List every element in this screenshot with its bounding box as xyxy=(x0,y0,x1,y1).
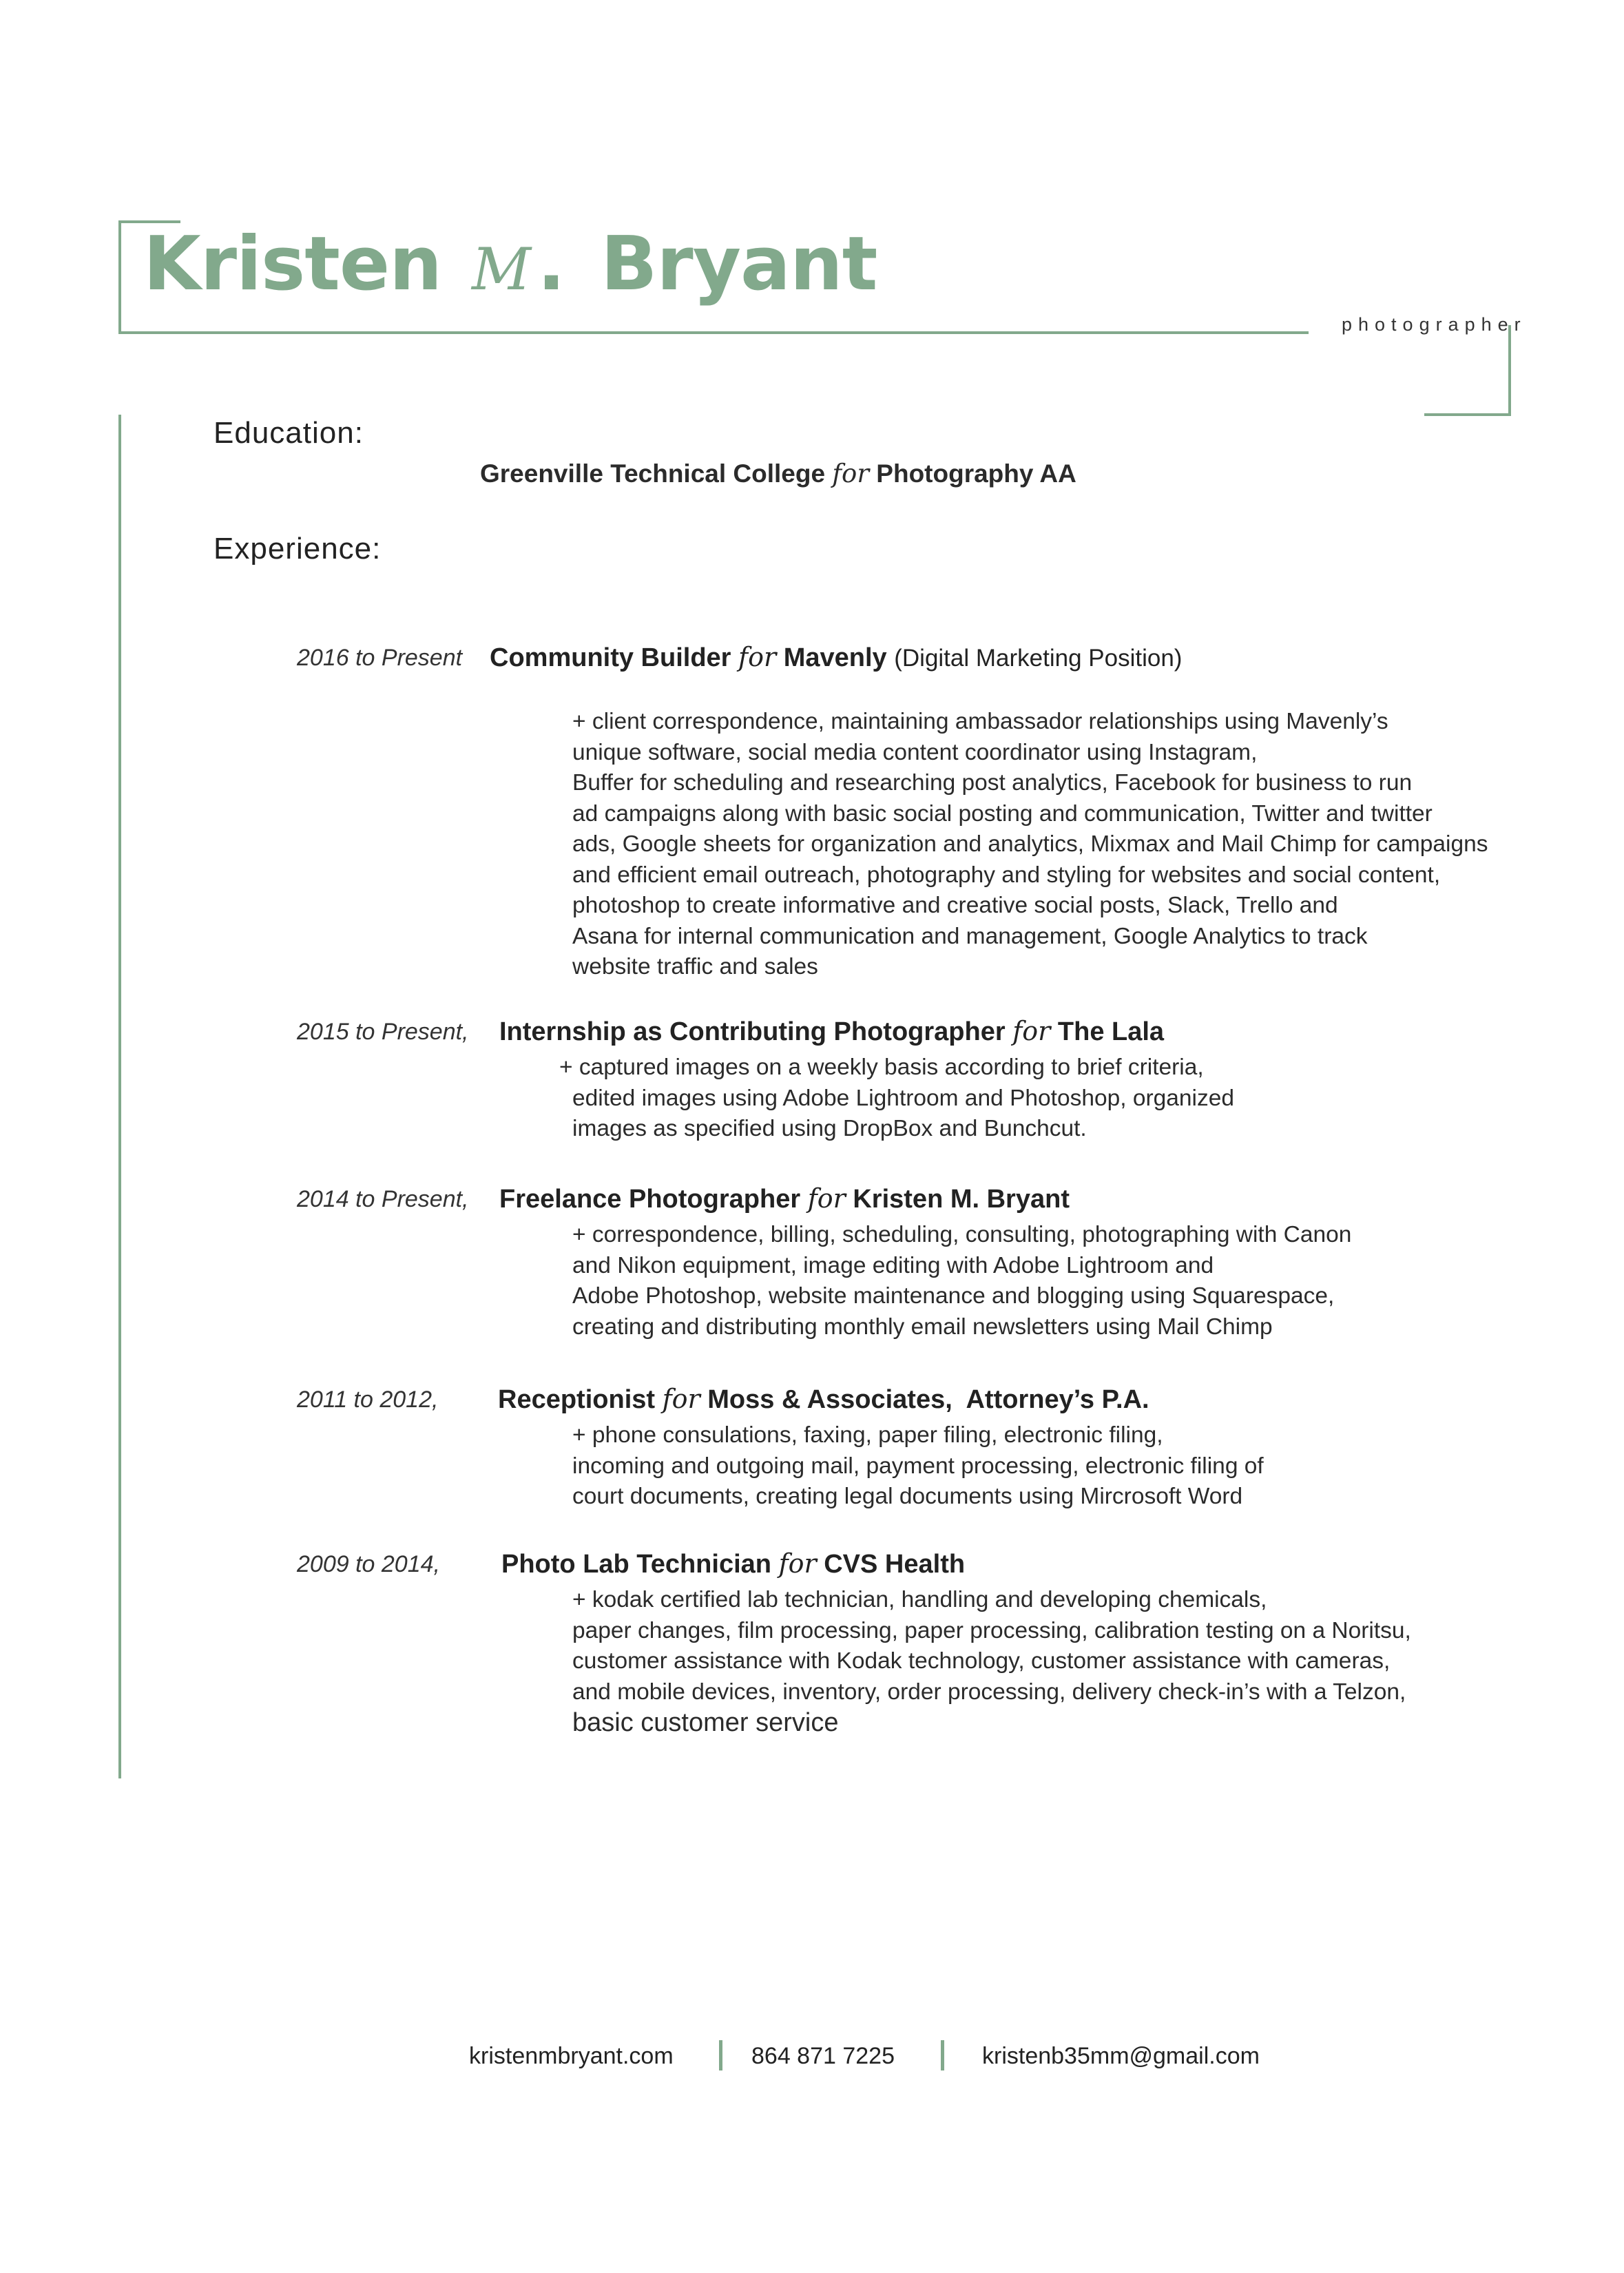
job-connector: for xyxy=(1012,1016,1051,1046)
job-company: CVS Health xyxy=(824,1550,966,1579)
job-company: The Lala xyxy=(1057,1017,1165,1046)
job-role: Internship as Contributing Photographer xyxy=(499,1017,1006,1046)
corner-bracket-horizontal xyxy=(1424,413,1511,416)
description-line: paper changes, film processing, paper processing, calibration testing on a Noritsu, xyxy=(572,1617,1411,1643)
description-line: ad campaigns along with basic social posting and communication, Twitter and twitter xyxy=(572,800,1433,827)
tagline: photographer xyxy=(1342,314,1527,335)
description-line: and efficient email outreach, photography and styling for websites and social content, xyxy=(572,862,1441,888)
experience-heading: Experience: xyxy=(214,532,382,565)
description-line: basic customer service xyxy=(572,1708,839,1737)
footer-separator xyxy=(941,2040,944,2070)
job-dates: 2015 to Present, xyxy=(297,1019,469,1045)
description-line: customer assistance with Kodak technology, customer assistance with cameras, xyxy=(572,1648,1391,1674)
job-connector: for xyxy=(778,1548,817,1579)
job-title xyxy=(499,1016,1164,1047)
description-line: + correspondence, billing, scheduling, consulting, photographing with Canon xyxy=(572,1222,1352,1247)
job-role: Receptionist xyxy=(498,1385,656,1414)
name-dot: . xyxy=(537,221,565,307)
education-entry xyxy=(480,459,1076,488)
description-line: photoshop to create informative and creative social posts, Slack, Trello and xyxy=(572,893,1338,918)
job-title xyxy=(501,1548,965,1579)
job-title xyxy=(499,1183,1070,1214)
email-link[interactable]: kristenb35mm@gmail.com xyxy=(982,2043,1260,2069)
phone-number: 864 871 7225 xyxy=(751,2043,895,2069)
job-description xyxy=(572,1220,1351,1342)
description-line: Asana for internal communication and management, Google Analytics to track xyxy=(572,923,1368,949)
job-role: Community Builder xyxy=(490,643,731,672)
job-connector: for xyxy=(662,1384,700,1414)
description-line: Buffer for scheduling and researching post analytics, Facebook for business to run xyxy=(572,770,1413,796)
job-dates: 2014 to Present, xyxy=(297,1186,469,1212)
description-line: edited images using Adobe Lightroom and Photoshop, organized xyxy=(572,1085,1235,1111)
footer-separator xyxy=(719,2040,722,2070)
description-line: and Nikon equipment, image editing with Adobe Lightroom and xyxy=(572,1252,1214,1278)
job-connector: for xyxy=(807,1183,846,1214)
description-line: website traffic and sales xyxy=(572,954,818,979)
job-description xyxy=(572,1585,1411,1739)
description-line: + kodak certified lab technician, handling and developing chemicals, xyxy=(572,1587,1267,1612)
website-link[interactable]: kristenmbryant.com xyxy=(469,2043,674,2069)
job-role: Photo Lab Technician xyxy=(501,1550,771,1579)
program-name: Photography AA xyxy=(876,459,1076,488)
job-dates: 2016 to Present xyxy=(297,645,463,671)
education-connector: for xyxy=(832,459,870,488)
last-name: Bryant xyxy=(601,221,877,307)
description-line: ads, Google sheets for organization and analytics, Mixmax and Mail Chimp for campaigns xyxy=(572,831,1488,857)
job-dates: 2011 to 2012, xyxy=(297,1387,439,1413)
job-dates: 2009 to 2014, xyxy=(297,1551,440,1577)
description-line: + phone consulations, faxing, paper filing, electronic filing, xyxy=(572,1422,1163,1448)
job-company: Kristen M. Bryant xyxy=(853,1185,1070,1214)
description-line: court documents, creating legal documents using Mircrosoft Word xyxy=(572,1484,1243,1509)
job-description xyxy=(559,1052,1234,1145)
job-description xyxy=(572,1420,1264,1513)
body-left-rule xyxy=(118,415,121,1778)
job-connector: for xyxy=(738,642,777,672)
job-company: Moss & Associates, Attorney’s P.A. xyxy=(707,1385,1149,1414)
description-line: images as specified using DropBox and Bunchcut. xyxy=(572,1116,1087,1141)
description-line: and mobile devices, inventory, order processing, delivery check-in’s with a Telzon, xyxy=(572,1679,1406,1705)
job-role: Freelance Photographer xyxy=(499,1185,801,1214)
first-name: Kristen xyxy=(143,221,442,307)
description-line: + client correspondence, maintaining ambassador relationships using Mavenly’s xyxy=(572,709,1388,734)
job-title xyxy=(498,1384,1149,1415)
job-company: Mavenly xyxy=(783,643,887,672)
description-line: creating and distributing monthly email newsletters using Mail Chimp xyxy=(572,1314,1273,1340)
job-title xyxy=(490,642,1182,673)
description-line: Adobe Photoshop, website maintenance and blogging using Squarespace, xyxy=(572,1283,1335,1309)
description-line: unique software, social media content coordinator using Instagram, xyxy=(572,739,1258,765)
school-name: Greenville Technical College xyxy=(480,459,826,488)
description-line: incoming and outgoing mail, payment processing, electronic filing of xyxy=(572,1453,1264,1479)
header-frame-left xyxy=(118,220,121,334)
header-underline xyxy=(118,331,1309,334)
job-note: (Digital Marketing Position) xyxy=(894,645,1183,672)
education-heading: Education: xyxy=(214,416,364,450)
job-description xyxy=(572,707,1488,983)
description-line: + captured images on a weekly basis according to brief criteria, xyxy=(559,1055,1204,1080)
candidate-name xyxy=(143,221,877,307)
middle-initial: M xyxy=(472,236,531,303)
corner-bracket-vertical xyxy=(1508,325,1511,416)
